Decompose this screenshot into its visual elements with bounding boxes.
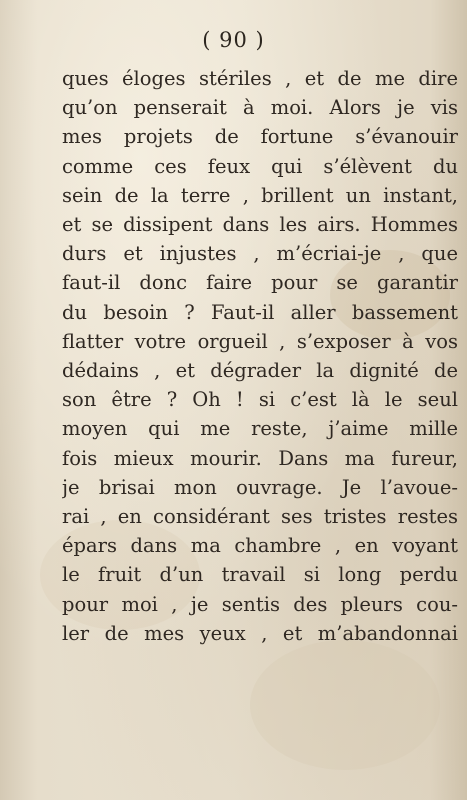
page-number: ( 90 ) (202, 28, 265, 52)
text-line: rai , en considérant ses tristes restes (62, 505, 458, 529)
text-line: son être ? Oh ! si c’est là le seul (62, 388, 458, 412)
text-line: faut-il donc faire pour se garantir (62, 271, 458, 295)
text-line: durs et injustes , m’écriai-je , que (62, 242, 458, 266)
text-line: je brisai mon ouvrage. Je l’avoue- (62, 475, 458, 499)
text-line: et se dissipent dans les airs. Hommes (62, 213, 458, 237)
text-line: ler de mes yeux , et m’abandonnai (62, 621, 458, 645)
text-line: pour moi , je sentis des pleurs cou- (62, 592, 458, 616)
text-line: le fruit d’un travail si long perdu (62, 563, 458, 587)
text-line: comme ces feux qui s’élèvent du (62, 154, 458, 178)
text-line: ques éloges stériles , et de me dire (62, 67, 458, 90)
text-line: dédains , et dégrader la dignité de (62, 359, 458, 383)
text-line: fois mieux mourir. Dans ma fureur, (62, 446, 458, 470)
body-text (62, 64, 458, 648)
paper-stain (250, 640, 440, 770)
text-line: mes projets de fortune s’évanouir (62, 125, 458, 149)
text-line: épars dans ma chambre , en voyant (62, 534, 458, 558)
text-line: flatter votre orgueil , s’exposer à vos (62, 329, 458, 353)
text-line: du besoin ? Faut-il aller bassement (62, 300, 458, 324)
text-line: sein de la terre , brillent un instant, (62, 183, 458, 207)
text-line: moyen qui me reste, j’aime mille (62, 417, 458, 441)
text-line: qu’on penserait à moi. Alors je vis (62, 96, 458, 120)
